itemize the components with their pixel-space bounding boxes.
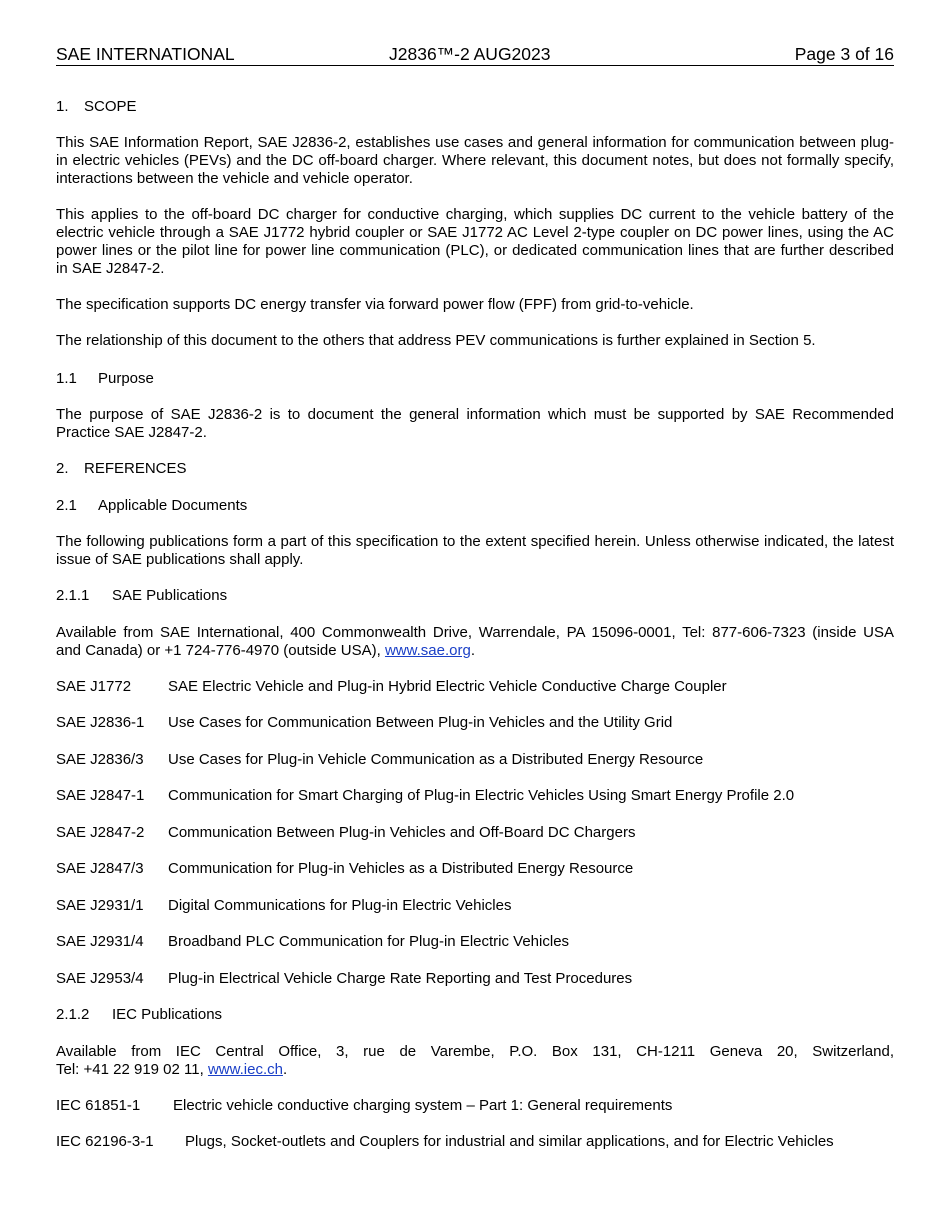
section-title: SAE Publications: [112, 587, 228, 604]
section-title: SCOPE: [84, 98, 137, 115]
reference-code: SAE J2836/3: [56, 751, 144, 768]
reference-code: SAE J2953/4: [56, 970, 144, 987]
section-1-1-heading: [56, 370, 154, 388]
reference-code: IEC 62196-3-1: [56, 1133, 154, 1150]
section-2-1-1-heading: [56, 587, 227, 605]
scope-paragraph-2: This applies to the off-board DC charger for conductive charging, which supplies DC current to the vehicle battery of the electric vehicle through a SAE J1772 hybrid coupler or SAE J1772 AC Level 2-type coupler on DC power lines, using the AC power lines or the pilot line for power line communication (PLC), or dedicated communication lines that are further described in SAE J2847-2.: [56, 206, 894, 277]
section-title: IEC Publications: [112, 1006, 223, 1023]
reference-code: SAE J2931/1: [56, 897, 144, 914]
section-number: 2.: [56, 460, 69, 477]
header-organization: SAE INTERNATIONAL: [56, 44, 235, 64]
section-number: 1.1: [56, 370, 77, 387]
reference-title: SAE Electric Vehicle and Plug-in Hybrid Electric Vehicle Conductive Charge Coupler: [168, 678, 727, 695]
section-title: Purpose: [98, 370, 154, 387]
reference-title: Communication for Smart Charging of Plug-in Electric Vehicles Using Smart Energy Profile 2.0: [168, 787, 795, 804]
reference-title: Plugs, Socket-outlets and Couplers for industrial and similar applications, and for Electric Vehicles: [185, 1133, 834, 1150]
header-page-number: Page 3 of 16: [794, 44, 894, 64]
iec-availability-line-1: Available from IEC Central Office, 3, rue de Varembe, P.O. Box 131, CH-1211 Geneva 20, Switzerland,: [56, 1043, 894, 1060]
reference-code: SAE J2847/3: [56, 860, 144, 877]
section-number: 2.1.1: [56, 587, 90, 604]
header-document-number: J2836™-2 AUG2023: [389, 44, 551, 64]
section-number: 2.1.2: [56, 1006, 90, 1023]
scope-paragraph-4: The relationship of this document to the others that address PEV communications is further explained in Section 5.: [56, 332, 816, 349]
reference-title: Plug-in Electrical Vehicle Charge Rate Reporting and Test Procedures: [168, 970, 633, 987]
applicable-documents-paragraph: The following publications form a part of this specification to the extent specified herein. Unless otherwise indicated, the latest issue of SAE publications shall apply.: [56, 533, 894, 568]
iec-availability-line-2: [56, 1061, 894, 1079]
reference-title: Communication Between Plug-in Vehicles and Off-Board DC Chargers: [168, 824, 636, 841]
reference-title: Use Cases for Plug-in Vehicle Communication as a Distributed Energy Resource: [168, 751, 704, 768]
section-number: 1.: [56, 98, 69, 115]
reference-title: Use Cases for Communication Between Plug-in Vehicles and the Utility Grid: [168, 714, 673, 731]
reference-title: Communication for Plug-in Vehicles as a Distributed Energy Resource: [168, 860, 634, 877]
section-2-1-heading: [56, 497, 247, 515]
reference-title: Electric vehicle conductive charging system – Part 1: General requirements: [173, 1097, 673, 1114]
sentence-end: .: [282, 1061, 288, 1078]
section-2-heading: [56, 460, 187, 478]
purpose-paragraph: The purpose of SAE J2836-2 is to document the general information which must be supported by SAE Recommended Practice SAE J2847-2.: [56, 406, 894, 441]
reference-code: SAE J2836-1: [56, 714, 145, 731]
reference-code: SAE J2931/4: [56, 933, 144, 950]
reference-code: IEC 61851-1: [56, 1097, 141, 1114]
sae-availability-line-1: Available from SAE International, 400 Commonwealth Drive, Warrendale, PA 15096-0001, Tel: 877-606-7323 (inside USA: [56, 624, 894, 641]
section-1-heading: [56, 98, 137, 116]
section-2-1-2-heading: [56, 1006, 222, 1024]
reference-code: SAE J2847-1: [56, 787, 145, 804]
scope-paragraph-1: This SAE Information Report, SAE J2836-2, establishes use cases and general information for communication between plug-in electric vehicles (PEVs) and the DC off-board charger. Where relevant, this document notes, but does not formally specify, interactions between the vehicle and vehicle operator.: [56, 134, 894, 187]
section-title: Applicable Documents: [98, 497, 248, 514]
section-number: 2.1: [56, 497, 77, 514]
sae-availability-text: and Canada) or +1 724-776-4970 (outside USA),: [56, 642, 381, 659]
page-header: [56, 44, 894, 66]
scope-paragraph-3: The specification supports DC energy transfer via forward power flow (FPF) from grid-to-vehicle.: [56, 296, 694, 313]
iec-availability-text: Tel: +41 22 919 02 11,: [56, 1061, 204, 1078]
sae-availability-line-2: [56, 642, 894, 660]
sentence-end: .: [470, 642, 476, 659]
iec-website-link[interactable]: www.iec.ch: [207, 1061, 283, 1078]
reference-title: Broadband PLC Communication for Plug-in Electric Vehicles: [168, 933, 570, 950]
reference-title: Digital Communications for Plug-in Electric Vehicles: [168, 897, 512, 914]
sae-website-link[interactable]: www.sae.org: [384, 642, 471, 659]
section-title: REFERENCES: [84, 460, 187, 477]
reference-code: SAE J1772: [56, 678, 132, 695]
reference-code: SAE J2847-2: [56, 824, 145, 841]
